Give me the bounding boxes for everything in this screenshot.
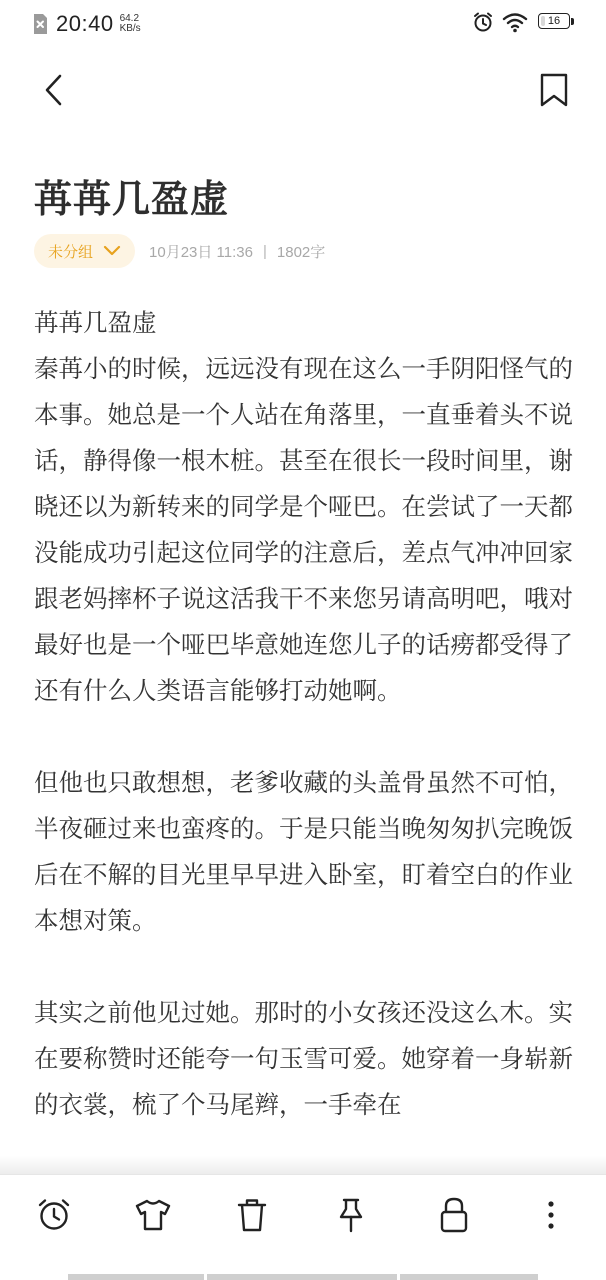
bookmark-button[interactable]	[530, 66, 578, 114]
status-time: 20:40	[56, 11, 114, 36]
status-right	[472, 11, 574, 33]
note-meta	[34, 234, 325, 268]
note-paragraph: 但他也只敢想想，老爹收藏的头盖骨虽然不可怕，半夜砸过来也蛮疼的。于是只能当晚匆匆扒完晚饭后在不解的目光里早早进入卧室，盯着空白的作业本想对策。	[34, 768, 573, 935]
note-blank-line	[34, 714, 574, 760]
net-speed-unit: KB/s	[119, 23, 141, 34]
group-selector[interactable]	[34, 234, 135, 268]
note-date: 10月23日 11:36	[149, 243, 253, 261]
skin-button[interactable]	[131, 1193, 175, 1237]
pin-icon	[336, 1197, 366, 1233]
battery-fill	[541, 16, 545, 26]
note-paragraph: 苒苒几盈虚	[34, 308, 157, 337]
meta-separator: |	[262, 242, 267, 260]
bookmark-icon	[539, 72, 569, 108]
alarm-clock-icon	[36, 1197, 72, 1233]
chevron-left-icon	[42, 72, 66, 108]
reminder-button[interactable]	[32, 1193, 76, 1237]
net-speed-value: 64.2	[119, 13, 140, 24]
lock-icon	[439, 1196, 469, 1234]
toolbar-shadow	[0, 1156, 606, 1174]
nav-hint-bar	[400, 1274, 538, 1280]
delete-button[interactable]	[230, 1193, 274, 1237]
note-paragraph: 其实之前他见过她。那时的小女孩还没这么木。实在要称赞时还能夸一句玉雪可爱。她穿着一身崭新的衣裳，梳了个马尾辫，一手牵在	[34, 998, 573, 1119]
nav-hint-bar	[68, 1274, 204, 1280]
trash-icon	[237, 1197, 267, 1233]
battery-tip	[571, 18, 574, 25]
battery-level: 16	[547, 15, 561, 27]
note-meta-text	[149, 241, 325, 262]
word-count: 1802字	[276, 243, 326, 261]
status-bar	[0, 0, 606, 48]
note-title[interactable]: 苒苒几盈虚	[34, 177, 230, 221]
note-paragraph: 秦苒小的时候，远远没有现在这么一手阴阳怪气的本事。她总是一个人站在角落里，一直垂着头不说话，静得像一根木桩。甚至在很长一段时间里，谢晓还以为新转来的同学是个哑巴。在尝试了一天都没能成功引起这位同学的注意后，差点气冲冲回家跟老妈摔杯子说这活我干不来您另请高明吧，哦对最好也是一个哑巴毕意她连您儿子的话痨都受得了还有什么人类语言能够打动她啊。	[34, 354, 573, 705]
back-button[interactable]	[30, 66, 78, 114]
net-speed	[120, 14, 141, 34]
chevron-down-icon	[103, 245, 121, 257]
more-button[interactable]	[529, 1193, 573, 1237]
note-body[interactable]	[34, 300, 574, 1172]
tshirt-icon	[134, 1198, 172, 1232]
battery-body	[538, 13, 570, 29]
wifi-icon	[502, 11, 528, 33]
nav-hint-bar	[207, 1274, 397, 1280]
alarm-icon	[472, 11, 494, 33]
status-left	[32, 11, 141, 37]
top-nav	[0, 58, 606, 118]
note-blank-line	[34, 944, 574, 990]
group-label: 未分组	[48, 242, 94, 261]
bottom-toolbar	[0, 1174, 606, 1258]
more-vertical-icon	[546, 1200, 556, 1230]
lock-button[interactable]	[432, 1193, 476, 1237]
battery-icon	[538, 13, 574, 31]
sim-error-icon	[32, 13, 48, 35]
pin-button[interactable]	[329, 1193, 373, 1237]
